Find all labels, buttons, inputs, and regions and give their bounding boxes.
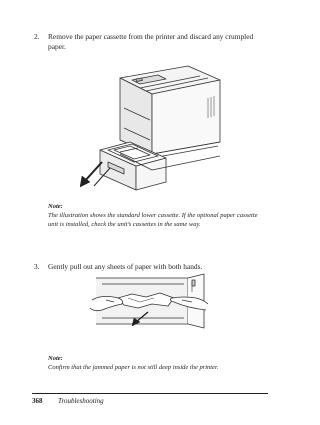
step-number: 2. xyxy=(34,32,40,41)
note-text: The illustration shows the standard lower cassette. If the optional paper cassette unit is installed, check the unit’s cassettes in the same way. xyxy=(48,212,258,228)
note-text: Confirm that the jammed paper is not still deep inside the printer. xyxy=(48,364,219,371)
note-title: Note: xyxy=(48,203,63,210)
note-title: Note: xyxy=(48,355,63,362)
printer-cassette-drawing xyxy=(80,58,230,196)
step-2 xyxy=(34,32,264,54)
note-jammed-paper xyxy=(48,354,268,376)
step-text: Remove the paper cassette from the printer and discard any crumpled paper. xyxy=(48,32,254,51)
page-number: 368 xyxy=(32,397,43,405)
step-text: Gently pull out any sheets of paper with both hands. xyxy=(48,262,203,271)
section-title: Troubleshooting xyxy=(58,397,104,405)
note-cassette xyxy=(48,202,268,242)
remove-paper-illustration xyxy=(88,272,210,334)
step-number: 3. xyxy=(34,262,40,271)
printer-cassette-illustration xyxy=(80,58,230,196)
remove-paper-drawing xyxy=(88,272,210,334)
footer-divider xyxy=(32,393,268,394)
